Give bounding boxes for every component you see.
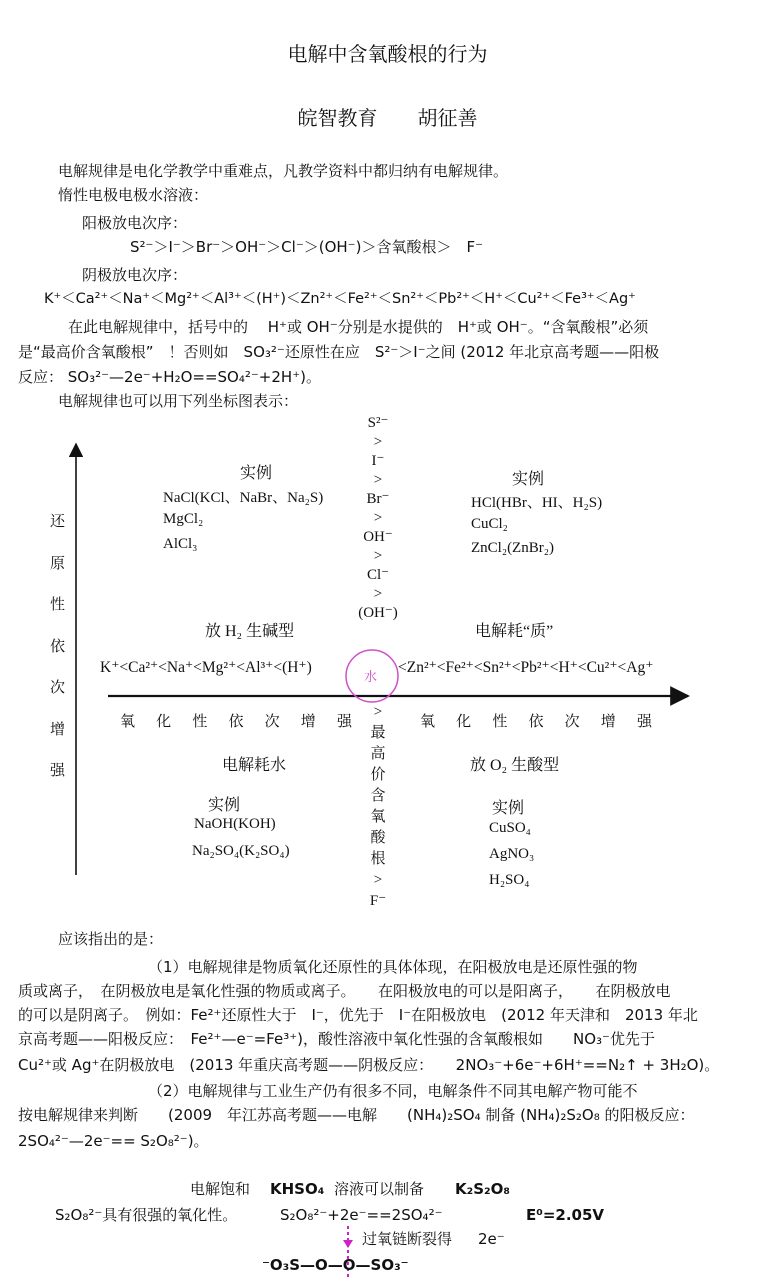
bottom-break-note: 过氧链断裂得 — [362, 1230, 453, 1248]
vertical-oxyacid-7: 根 — [370, 851, 386, 867]
cation-row-right: <Zn²⁺<Fe²⁺<Sn²⁺<Pb²⁺<H⁺<Cu²⁺<Ag⁺ — [398, 659, 654, 676]
ul-item-2: MgCl₂ — [163, 511, 204, 527]
point-1-line-1: （1）电解规律是物质氧化还原性的具体体现，在阳极放电是还原性强的物 — [148, 958, 638, 976]
point-2-line-2: 按电解规律来判断 (2009 年江苏高考题——电解 (NH₄)₂SO₄ 制备 (NH₄)₂S₂O₈ 的阳极反应： — [18, 1106, 695, 1124]
vertical-oxyacid-series — [366, 702, 390, 912]
x-axis-right-char-5: 增 — [600, 712, 616, 730]
vertical-anion-8: Cl⁻ — [366, 567, 390, 583]
anode-label: 阳极放电次序： — [82, 214, 188, 232]
y-axis-char-5: 增 — [50, 719, 66, 738]
vertical-anion-4: Br⁻ — [366, 491, 390, 507]
bottom-two-electrons: 2e⁻ — [478, 1230, 505, 1248]
ll-example-title: 实例 — [208, 797, 241, 814]
x-axis-right-char-2: 性 — [492, 712, 508, 730]
bottom-line-1-mid: 溶液可以制备 — [334, 1180, 425, 1198]
paragraph-intro: 电解规律是电化学教学中重难点，凡教学资料中都归纳有电解规律。 — [58, 162, 509, 180]
x-axis-right-char-0: 氧 — [420, 712, 436, 730]
vertical-anion-5: > — [373, 510, 383, 526]
paragraph-electrode: 惰性电极电极水溶液： — [58, 186, 209, 204]
bottom-reduction-eq: S₂O₈²⁻+2e⁻==2SO₄²⁻ — [280, 1206, 443, 1224]
y-axis-char-3: 依 — [50, 636, 66, 655]
vertical-oxyacid-3: 价 — [370, 767, 386, 783]
paragraph-note-3: 反应： SO₃²⁻—2e⁻+H₂O==SO₄²⁻+2H⁺)。 — [18, 368, 321, 386]
vertical-oxyacid-0: > — [373, 704, 383, 720]
quadrant-consume-solute: 电解耗“质” — [475, 623, 554, 640]
paragraph-remark: 应该指出的是： — [58, 930, 164, 948]
y-axis-char-2: 性 — [50, 595, 66, 613]
author-line: 皖智教育 胡征善 — [297, 106, 478, 130]
y-axis-label — [50, 510, 65, 780]
x-axis-left-char-0: 氧 — [120, 712, 136, 730]
arrow-head-icon — [343, 1240, 353, 1248]
point-1-line-5: Cu²⁺或 Ag⁺在阴极放电 (2013 年重庆高考题——阴极反应： 2NO₃⁻+6e⁻+6H⁺==N₂↑ + 3H₂O)。 — [18, 1056, 720, 1074]
lr-example-title: 实例 — [492, 800, 525, 817]
x-axis-left-char-5: 增 — [300, 712, 316, 730]
x-axis-left-char-1: 化 — [156, 712, 172, 730]
water-label: 水 — [364, 670, 378, 685]
cation-row-left: K⁺<Ca²⁺<Na⁺<Mg²⁺<Al³⁺<(H⁺) — [100, 659, 312, 676]
y-axis-char-6: 强 — [50, 761, 66, 779]
vertical-anion-6: OH⁻ — [363, 529, 393, 545]
point-1-line-2: 质或离子， 在阴极放电是氧化性强的物质或离子。 在阳极放电的可以是阳离子， 在阴极放电 — [18, 982, 671, 1000]
lr-item-3: H₂SO₄ — [489, 872, 530, 888]
vertical-anion-9: > — [373, 586, 383, 602]
page-title: 电解中含氧酸根的行为 — [287, 42, 488, 66]
vertical-oxyacid-9: F⁻ — [369, 893, 387, 909]
quadrant-hydrogen-alkali: 放 H₂ 生碱型 — [205, 623, 295, 640]
bottom-line-1-text: 电解饱和 — [190, 1180, 251, 1198]
ll-item-2: Na₂SO₄(K₂SO₄) — [192, 843, 290, 859]
bottom-oxidizing-note: S₂O₈²⁻具有很强的氧化性。 — [55, 1206, 238, 1224]
point-1-line-4: 京高考题——阳极反应： Fe²⁺—e⁻=Fe³⁺)，酸性溶液中氧化性强的含氧酸根如 NO₃⁻优先于 — [18, 1030, 655, 1048]
vertical-anion-0: S²⁻ — [367, 415, 389, 431]
vertical-oxyacid-2: 高 — [370, 746, 386, 762]
x-axis-left-char-3: 依 — [228, 712, 244, 730]
vertical-anion-2: I⁻ — [371, 453, 385, 469]
paragraph-note-1: 在此电解规律中，括号中的 H⁺或 OH⁻分别是水提供的 H⁺或 OH⁻。“含氧酸根”必须 — [68, 318, 649, 336]
bottom-peroxodisulfate-structure: ⁻O₃S—O—O—SO₃⁻ — [262, 1256, 409, 1274]
y-axis-char-1: 原 — [50, 553, 66, 572]
vertical-anion-3: > — [373, 472, 383, 488]
ur-item-1: HCl(HBr、HI、H₂S) — [471, 495, 603, 511]
quadrant-oxygen-acid: 放 O₂ 生酸型 — [470, 757, 560, 774]
point-1-line-3: 的可以是阴离子。 例如：Fe²⁺还原性大于 I⁻，优先于 I⁻在阳极放电 (2012 年天津和 2013 年北 — [18, 1006, 698, 1024]
x-axis-left-char-6: 强 — [336, 712, 352, 730]
bottom-potential: E⁰=2.05V — [526, 1206, 605, 1224]
point-2-line-1: （2）电解规律与工业生产仍有很多不同，电解条件不同其电解产物可能不 — [148, 1082, 638, 1100]
vertical-oxyacid-1: 最 — [370, 725, 386, 741]
vertical-anion-10: (OH⁻) — [358, 605, 398, 621]
vertical-anion-7: > — [373, 548, 383, 564]
cathode-series: K⁺＜Ca²⁺＜Na⁺＜Mg²⁺＜Al³⁺＜(H⁺)＜Zn²⁺＜Fe²⁺＜Sn²⁺＜Pb²⁺＜H⁺＜Cu²⁺＜Fe³⁺＜Ag⁺ — [44, 291, 636, 307]
vertical-anion-series — [358, 414, 398, 623]
x-axis-label-right — [420, 710, 652, 731]
ur-example-title: 实例 — [512, 471, 545, 488]
ur-item-2: CuCl₂ — [471, 516, 508, 532]
bottom-khso4: KHSO₄ — [270, 1180, 325, 1198]
paragraph-note-2: 是“最高价含氧酸根” ！否则如 SO₃²⁻还原性在应 S²⁻＞I⁻之间 (2012 年北京高考题——阳极 — [18, 343, 660, 361]
vertical-oxyacid-4: 含 — [370, 788, 386, 804]
vertical-oxyacid-8: > — [373, 872, 383, 888]
quadrant-consume-water: 电解耗水 — [222, 757, 287, 774]
x-axis-label-left — [120, 710, 352, 731]
vertical-oxyacid-5: 氧 — [370, 809, 386, 825]
x-axis-left-char-4: 次 — [264, 712, 280, 730]
paragraph-diagram-intro: 电解规律也可以用下列坐标图表示： — [58, 392, 299, 410]
ul-item-3: AlCl₃ — [163, 536, 198, 552]
ul-example-title: 实例 — [240, 465, 273, 482]
x-axis-right-char-6: 强 — [636, 712, 652, 730]
bottom-k2s2o8: K₂S₂O₈ — [455, 1180, 510, 1198]
ll-item-1: NaOH(KOH) — [194, 816, 276, 832]
cathode-label: 阴极放电次序： — [82, 266, 188, 284]
lr-item-2: AgNO₃ — [489, 846, 535, 862]
x-axis-right-char-4: 次 — [564, 712, 580, 730]
x-axis-right-char-1: 化 — [456, 712, 472, 730]
vertical-oxyacid-6: 酸 — [370, 830, 386, 846]
vertical-anion-1: > — [373, 434, 383, 450]
y-axis-char-0: 还 — [50, 512, 66, 530]
anode-series: S²⁻＞I⁻＞Br⁻＞OH⁻＞Cl⁻＞(OH⁻)＞含氧酸根＞ F⁻ — [130, 238, 483, 256]
y-axis-char-4: 次 — [50, 678, 66, 696]
lr-item-1: CuSO₄ — [489, 820, 531, 836]
ul-item-1: NaCl(KCl、NaBr、Na₂S) — [163, 490, 324, 506]
point-2-line-3: 2SO₄²⁻—2e⁻== S₂O₈²⁻)。 — [18, 1132, 209, 1150]
ur-item-3: ZnCl₂(ZnBr₂) — [471, 540, 554, 556]
x-axis-left-char-2: 性 — [192, 712, 208, 730]
x-axis-right-char-3: 依 — [528, 712, 544, 730]
